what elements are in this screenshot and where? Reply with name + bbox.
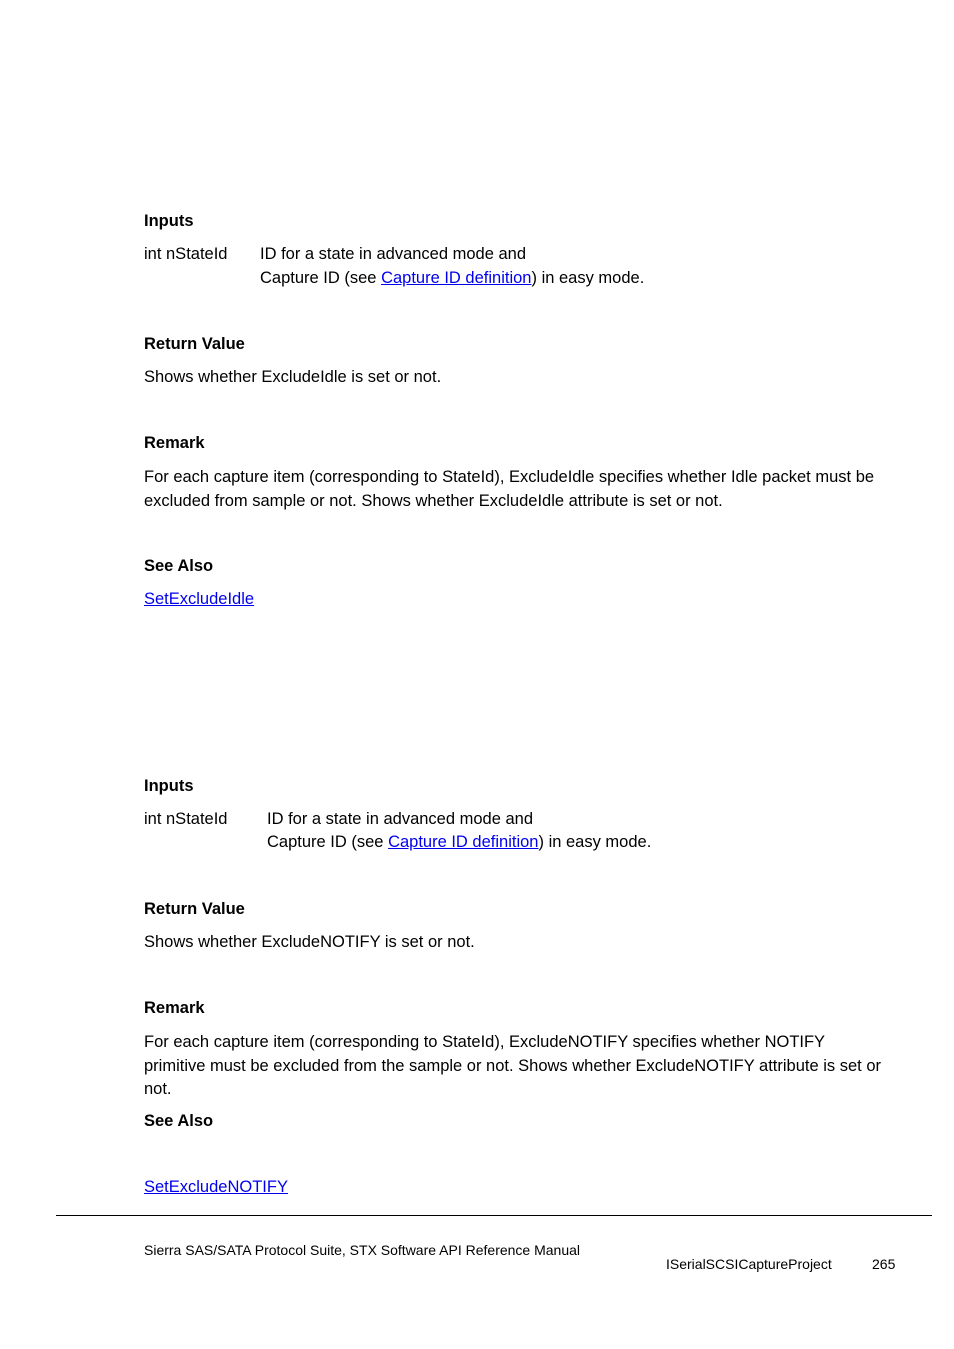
inputs-heading: Inputs: [144, 777, 194, 795]
set-exclude-idle-link[interactable]: SetExcludeIdle: [144, 590, 255, 608]
param-name: int nStateId: [144, 245, 228, 263]
remark-text: For each capture item (corresponding to StateId), ExcludeIdle specifies whether Idle packet must be excluded from sample or not. Shows whether ExcludeIdle attribute is set or not.: [144, 468, 875, 510]
capture-id-definition-link[interactable]: Capture ID definition: [388, 833, 539, 851]
footer-section-name: ISerialSCSICaptureProject: [666, 1256, 832, 1272]
param-desc-line1: ID for a state in advanced mode and: [260, 245, 526, 263]
capture-id-definition-link[interactable]: Capture ID definition: [381, 269, 532, 287]
return-value-text: Shows whether ExcludeNOTIFY is set or not.: [144, 933, 475, 951]
param-desc-prefix: Capture ID (see: [260, 269, 382, 287]
remark-heading: Remark: [144, 434, 205, 452]
return-value-heading: Return Value: [144, 335, 245, 353]
return-value-heading: Return Value: [144, 900, 245, 918]
param-desc-prefix: Capture ID (see: [267, 833, 389, 851]
param-desc-suffix: ) in easy mode.: [538, 833, 652, 851]
footer-manual-title: Sierra SAS/SATA Protocol Suite, STX Software API Reference Manual: [144, 1242, 581, 1258]
return-value-text: Shows whether ExcludeIdle is set or not.: [144, 368, 442, 386]
footer-divider: [56, 1215, 932, 1216]
param-desc-line2: [267, 833, 651, 852]
footer-page-number: 265: [872, 1256, 896, 1272]
see-also-heading: See Also: [144, 1112, 214, 1130]
remark-heading: Remark: [144, 999, 205, 1017]
param-desc-line2: [260, 269, 644, 288]
param-desc-line1: ID for a state in advanced mode and: [267, 810, 533, 828]
set-exclude-notify-link[interactable]: SetExcludeNOTIFY: [144, 1178, 288, 1196]
inputs-heading: Inputs: [144, 212, 194, 230]
remark-text: For each capture item (corresponding to StateId), ExcludeNOTIFY specifies whether NOTIFY primitive must be excluded from the sample or not. Shows whether ExcludeNOTIFY attribute is set or not.: [144, 1033, 882, 1098]
see-also-heading: See Also: [144, 557, 214, 575]
param-desc-suffix: ) in easy mode.: [531, 269, 645, 287]
param-name: int nStateId: [144, 810, 228, 828]
